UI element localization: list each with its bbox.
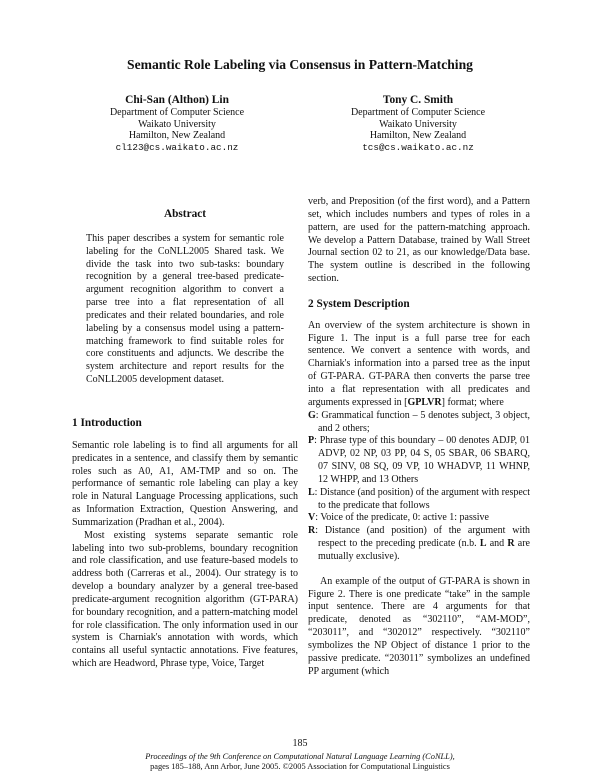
author-email: tcs@cs.waikato.ac.nz [362,142,474,154]
footer-line-2: pages 185–188, Ann Arbor, June 2005. ©2005 Association for Computational Linguistics [150,762,450,771]
author-department: Department of Computer Science [350,107,486,118]
author-name: Chi-San (Althon) Lin [125,94,229,106]
right-column [308,196,530,679]
abstract-text: This paper describes a system for semantic role labeling for the CoNLL2005 Shared task. We divide the task into two sub-tasks: boundary recognition by a general tree-based predicate-argument recognition algorithm to convert a parse tree into a flat representation of all predicates and their related boundaries, and role labeling by a consensus model using a pattern-matching framework to find suitable roles for core constituents and adjuncts. We describe the system architecture and report results for the CoNLL2005 development dataset. [86,232,284,386]
definition-v: V: Voice of the predicate, 0: active 1: passive [308,512,489,524]
system-paragraph-2: An example of the output of GT-PARA is shown in Figure 2. There is one predicate “take” in the sample input sentence. There are 4 arguments for that predicate, denoted as “302110”, “AM-MOD”, “203011”, and “302012” respectively. “302110” symbolizes the NP Object of distance 1 prior to the passive predicate. “203011” symbolizes an undefined PP argument (which [308,575,530,677]
right-paragraph-0: verb, and Preposition (of the first word), and a Pattern set, which includes numbers and types of roles in a pattern, are used for the pattern-matching approach. We develop a Pattern Database, trained by Wall Street Journal section 02 to 21, as our knowledge/Data base. The system outline is described in the following section. [308,196,530,285]
paper-title: Semantic Role Labeling via Consensus in Pattern-Matching [127,57,473,72]
intro-paragraph-1: Semantic role labeling is to find all arguments for all predicates in a sentence, and classify them by semantic roles such as A0, A1, AM-TMP and so on. The performance of semantic role labeling can play a key role in Natural Language Processing applications, such as Information Extraction, Question Answering, and Summarization (Pradhan et al., 2004). [72,439,298,528]
author-city: Hamilton, New Zealand [128,130,226,142]
definition-p: P: Phrase type of this boundary – 00 denotes ADJP, 01 ADVP, 02 NP, 03 PP, 04 S, 05 SBAR, 06 SBARQ, 07 SINV, 08 SQ, 09 VP, 10 WHADVP, 11 WHNP, 12 WHPP, and 13 Others [308,435,530,485]
abstract-heading: Abstract [163,208,207,220]
author-university: Waikato University [379,118,457,130]
author-university: Waikato University [138,118,216,130]
footer-line-1: Proceedings of the 9th Conference on Computational Natural Language Learning (CoNLL), [145,752,455,761]
introduction-heading: 1 Introduction [72,416,142,429]
author-department: Department of Computer Science [109,107,245,118]
author-block-2 [303,93,533,154]
definition-l: L: Distance (and position) of the argument with respect to the predicate that follows [308,486,530,511]
intro-paragraph-2: Most existing systems separate semantic role labeling into two sub-problems, boundary recognition and role classification, and use feature-based models to address both (Carreras et al., 2004). Our strategy is to develop a boundary analyzer by a general tree-based predicate-argument recognition algorithm (GT-PARA) for boundary recognition, and a pattern-matching model for role classification. The only information used in our system is Charniak's annotation with words, which contains all useful syntactic annotations. Five features, which are Headword, Phrase type, Voice, Target [72,529,298,670]
author-name: Tony C. Smith [382,94,454,106]
author-city: Hamilton, New Zealand [369,130,467,142]
system-paragraph-1: An overview of the system architecture is shown in Figure 1. The input is a full parse tree for each sentence. We convert a sentence with words, and Charniak's information into a parsed tree as the input of GT-PARA. GT-PARA then converts the parse tree into a flat representation with all predicates and arguments expressed in [GPLVR] format; where [308,319,530,408]
author-block-1 [62,93,292,154]
definition-r: R: Distance (and position) of the argument with respect to the preceding predicate (n.b. L and R are mutually exclusive). [308,525,531,562]
page-number: 185 [292,738,308,749]
left-column [72,208,298,671]
author-email: cl123@cs.waikato.ac.nz [115,142,239,154]
definition-g: G: Grammatical function – 5 denotes subject, 3 object, and 2 others; [308,409,531,434]
proceedings-footer [0,752,600,772]
system-description-heading: 2 System Description [308,297,410,310]
